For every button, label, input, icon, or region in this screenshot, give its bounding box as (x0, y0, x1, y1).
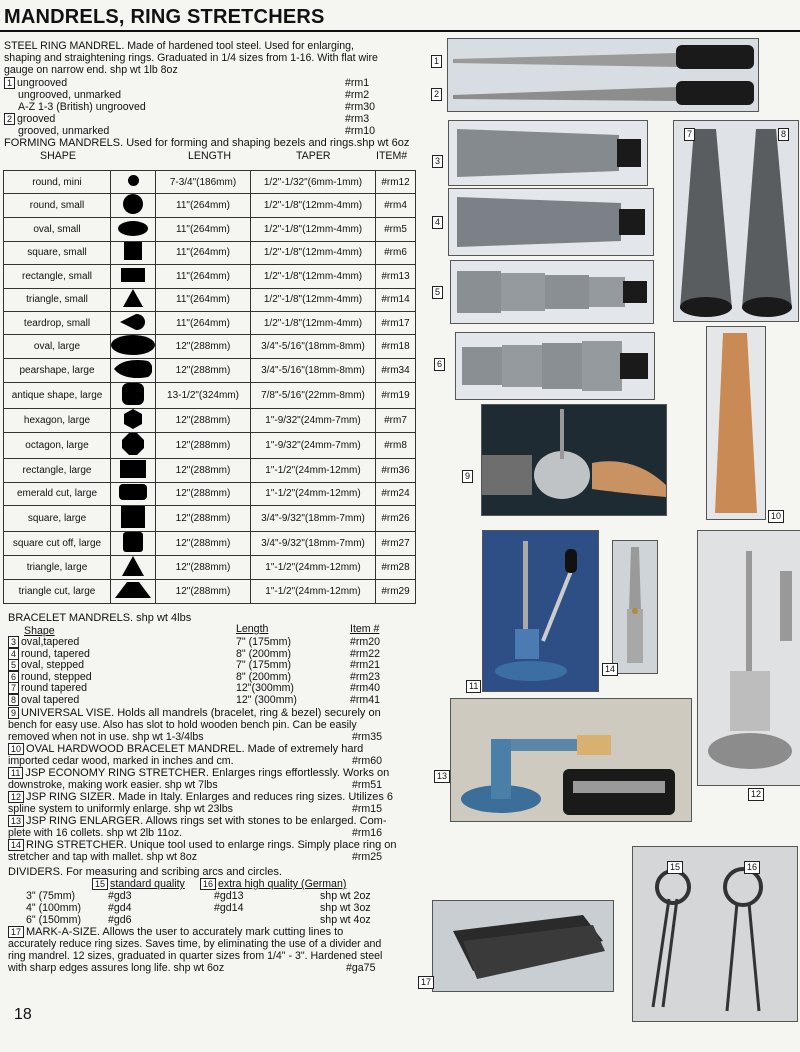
shape-profile-icon (111, 556, 156, 580)
item-number: 8 (8, 694, 19, 706)
length-cell: 11"(264mm) (156, 218, 251, 241)
taper-cell: 1"-1/2"(24mm-12mm) (251, 556, 376, 580)
divider-item-standard: #gd3 (108, 890, 132, 902)
product-text: OVAL HARDWOOD BRACELET MANDREL. Made of extremely hard (26, 743, 364, 755)
photo-label: 16 (744, 861, 760, 874)
item-number: 15 (92, 878, 108, 890)
bracelet-shape: oval,tapered (21, 636, 80, 648)
photo-hardwood-mandrel (706, 326, 766, 520)
item-cell: #rm34 (376, 359, 416, 383)
item-number: 9 (8, 707, 19, 719)
photo-steel-mandrels (447, 38, 759, 112)
taper-cell: 1/2"-1/8"(12mm-4mm) (251, 311, 376, 334)
shape-profile-icon (111, 409, 156, 433)
product-line (8, 839, 397, 851)
bracelet-row (8, 694, 79, 706)
photo-label: 6 (434, 358, 445, 371)
shape-profile-icon (111, 459, 156, 482)
item-cell: #rm12 (376, 171, 416, 194)
length-cell: 11"(264mm) (156, 288, 251, 311)
photo-label: 1 (431, 55, 442, 68)
divider-weight: shp wt 3oz (320, 902, 371, 914)
photo-label: 2 (431, 88, 442, 101)
steel-item-code: #rm10 (345, 125, 376, 137)
item-cell: #rm36 (376, 459, 416, 482)
shape-profile-icon (111, 532, 156, 556)
table-row (4, 288, 416, 311)
col-header-length: LENGTH (188, 150, 231, 162)
shape-profile-icon (111, 335, 156, 359)
divider-item-standard: #gd4 (108, 902, 132, 914)
photo-bracelet-oval-stepped (450, 260, 654, 324)
product-text: JSP RING SIZER. Made in Italy. Enlarges and reduces ring sizes. Utilizes 6 (26, 791, 394, 803)
product-text: spline system to uniformly enlarge. shp wt 23lbs (8, 803, 233, 815)
taper-cell: 1/2"-1/8"(12mm-4mm) (251, 265, 376, 288)
item-number: 5 (8, 659, 19, 671)
length-cell: 11"(264mm) (156, 265, 251, 288)
bracelet-item: #rm21 (350, 659, 381, 672)
bracelet-length: 7" (175mm) (236, 636, 291, 648)
taper-cell: 1"-1/2"(24mm-12mm) (251, 482, 376, 505)
length-cell: 7-3/4"(186mm) (156, 171, 251, 194)
taper-cell: 3/4"-5/16"(18mm-8mm) (251, 359, 376, 383)
item-cell: #rm28 (376, 556, 416, 580)
item-number: 11 (8, 767, 23, 779)
shape-profile-icon (111, 218, 156, 241)
item-number: 6 (8, 671, 19, 683)
bracelet-shape: round, stepped (21, 670, 92, 683)
table-row (4, 482, 416, 505)
taper-cell: 7/8"-5/16"(22mm-8mm) (251, 383, 376, 409)
shape-name: hexagon, large (4, 409, 111, 433)
photo-dividers (632, 846, 798, 1022)
product-item: #rm15 (352, 803, 383, 815)
item-number: 3 (8, 636, 19, 648)
shape-profile-icon (111, 506, 156, 532)
marka-item: #ga75 (346, 962, 376, 974)
shape-name: oval, small (4, 218, 111, 241)
shape-profile-icon (111, 194, 156, 218)
item-cell: #rm19 (376, 383, 416, 409)
marka-text: MARK-A-SIZE. Allows the user to accurately mark cutting lines to (26, 926, 344, 938)
shape-profile-icon (111, 482, 156, 505)
item-cell: #rm27 (376, 532, 416, 556)
product-item: #rm25 (352, 851, 383, 863)
photo-label: 17 (418, 976, 434, 989)
steel-item-code: #rm1 (345, 77, 370, 89)
product-text: removed when not in use. shp wt 1-3/4lbs (8, 731, 204, 743)
marka-line (8, 938, 381, 950)
item-cell: #rm17 (376, 311, 416, 334)
table-row (4, 409, 416, 433)
divider-weight: shp wt 2oz (320, 890, 371, 902)
photo-label: 9 (462, 470, 473, 483)
divider-size: 6" (150mm) (26, 914, 81, 926)
bracelet-length: 12" (300mm) (236, 694, 297, 706)
taper-cell: 1"-9/32"(24mm-7mm) (251, 409, 376, 433)
steel-desc-1: STEEL RING MANDREL. Made of hardened tool steel. Used for enlarging, (4, 40, 354, 52)
marka-text: ring mandrel. 12 sizes, graduated in quarter sizes from 1/4" - 3". Hardened steel (8, 950, 383, 962)
length-cell: 12"(288mm) (156, 532, 251, 556)
dividers-heading: DIVIDERS. For measuring and scribing arcs and circles. (8, 866, 282, 878)
steel-item-row: A-Z 1-3 (British) ungrooved (18, 101, 146, 113)
item-number: 12 (8, 791, 24, 803)
item-cell: #rm7 (376, 409, 416, 433)
product-line (8, 791, 393, 803)
steel-item-row: 2 grooved (4, 113, 55, 125)
taper-cell: 1/2"-1/8"(12mm-4mm) (251, 218, 376, 241)
bracelet-shape: oval, stepped (21, 659, 85, 672)
steel-item-row: grooved, unmarked (18, 125, 110, 137)
table-row (4, 218, 416, 241)
title-rule (0, 30, 800, 32)
bracelet-shape: oval tapered (21, 694, 80, 706)
steel-item-code: #rm3 (345, 113, 370, 125)
photo-ring-stretcher (612, 540, 658, 674)
forming-mandrel-table (3, 170, 416, 604)
dividers-col-b: 16 extra high quality (German) (200, 878, 346, 890)
taper-cell: 1/2"-1/8"(12mm-4mm) (251, 241, 376, 264)
table-row (4, 194, 416, 218)
photo-bracelet-12in (673, 120, 799, 322)
product-line (8, 719, 357, 731)
photo-label: 5 (432, 286, 443, 299)
divider-weight: shp wt 4oz (320, 914, 371, 926)
photo-label: 10 (768, 510, 784, 523)
product-item: #rm16 (352, 827, 383, 839)
item-number: 4 (8, 648, 19, 660)
shape-name: antique shape, large (4, 383, 111, 409)
length-cell: 12"(288mm) (156, 580, 251, 603)
product-line (8, 731, 204, 743)
table-row (4, 383, 416, 409)
bracelet-item: #rm22 (350, 647, 381, 660)
product-item: #rm51 (352, 779, 383, 791)
page-number: 18 (14, 1006, 32, 1023)
taper-cell: 1"-1/2"(24mm-12mm) (251, 580, 376, 603)
product-text: downstroke, making work easier. shp wt 7lbs (8, 779, 218, 791)
table-row (4, 433, 416, 459)
length-cell: 12"(288mm) (156, 433, 251, 459)
shape-name: teardrop, small (4, 311, 111, 334)
product-line (8, 851, 197, 863)
shape-name: round, mini (4, 171, 111, 194)
bracelet-item: #rm20 (350, 636, 381, 648)
forming-heading: FORMING MANDRELS. Used for forming and shaping bezels and rings.shp wt 6oz (4, 137, 410, 149)
table-row (4, 265, 416, 288)
item-number: 13 (8, 815, 24, 827)
shape-name: rectangle, large (4, 459, 111, 482)
shape-name: square, small (4, 241, 111, 264)
table-row (4, 580, 416, 603)
photo-label: 3 (432, 155, 443, 168)
table-row (4, 171, 416, 194)
product-text: bench for easy use. Also has slot to hold wooden bench pin. Can be easily (8, 719, 357, 731)
shape-name: square, large (4, 506, 111, 532)
steel-mandrel-illustration (448, 39, 758, 111)
shape-name: square cut off, large (4, 532, 111, 556)
item-cell: #rm18 (376, 335, 416, 359)
table-row (4, 311, 416, 334)
shape-profile-icon (111, 580, 156, 603)
taper-cell: 3/4"-9/32"(18mm-7mm) (251, 506, 376, 532)
steel-item-code: #rm30 (345, 101, 376, 113)
item-number: 14 (8, 839, 24, 851)
photo-label: 11 (466, 680, 481, 693)
photo-label: 14 (602, 663, 618, 676)
photo-label: 4 (432, 216, 443, 229)
table-row (4, 459, 416, 482)
steel-item-row: 1 ungrooved (4, 77, 67, 89)
bracelet-length: 7" (175mm) (236, 659, 291, 672)
length-cell: 11"(264mm) (156, 194, 251, 218)
shape-profile-icon (111, 383, 156, 409)
photo-label: 8 (778, 128, 789, 141)
length-cell: 13-1/2"(324mm) (156, 383, 251, 409)
bracelet-length: 8" (200mm) (236, 647, 291, 660)
product-text: stretcher and tap with mallet. shp wt 8oz (8, 851, 198, 863)
product-line (8, 707, 381, 719)
product-line (8, 743, 363, 755)
shape-name: round, small (4, 194, 111, 218)
item-number: 2 (4, 113, 15, 125)
divider-item-standard: #gd6 (108, 914, 132, 926)
product-line (8, 767, 389, 779)
product-line (8, 815, 387, 827)
shape-name: rectangle, small (4, 265, 111, 288)
length-cell: 12"(288mm) (156, 459, 251, 482)
photo-universal-vise (481, 404, 667, 516)
length-cell: 12"(288mm) (156, 506, 251, 532)
item-number: 1 (4, 77, 15, 89)
table-row (4, 359, 416, 383)
item-number: 7 (8, 682, 19, 694)
marka-text: with sharp edges assures long life. shp wt 6oz (8, 962, 225, 974)
photo-mark-a-size (432, 900, 614, 992)
shape-name: triangle, small (4, 288, 111, 311)
product-item: #rm60 (352, 755, 383, 767)
photo-ring-enlarger (450, 698, 692, 822)
bracelet-item: #rm41 (350, 694, 381, 706)
item-cell: #rm24 (376, 482, 416, 505)
product-text: plete with 16 collets. shp wt 2lb 11oz. (8, 827, 183, 839)
photo-label: 15 (667, 861, 683, 874)
divider-item-german: #gd13 (214, 890, 244, 902)
bracelet-col-length: Length (236, 623, 269, 635)
marka-text: accurately reduce ring sizes. Saves time, by eliminating the use of a divider and (8, 938, 382, 950)
product-line (8, 803, 233, 815)
divider-item-german: #gd14 (214, 902, 244, 914)
item-cell: #rm14 (376, 288, 416, 311)
marka-line (8, 950, 382, 962)
steel-desc-3: gauge on narrow end. shp wt 1lb 8oz (4, 64, 178, 76)
bracelet-row (8, 648, 90, 660)
item-cell: #rm26 (376, 506, 416, 532)
shape-name: pearshape, large (4, 359, 111, 383)
length-cell: 12"(288mm) (156, 556, 251, 580)
steel-item-row: ungrooved, unmarked (18, 89, 122, 101)
item-cell: #rm6 (376, 241, 416, 264)
bracelet-length: 12"(300mm) (236, 682, 294, 695)
length-cell: 11"(264mm) (156, 311, 251, 334)
steel-desc-2: shaping and straightening rings. Graduated in 1/4 sizes from 1-16. With flat wire (4, 52, 378, 64)
table-row (4, 506, 416, 532)
divider-size: 4" (100mm) (26, 902, 81, 914)
product-text: UNIVERSAL VISE. Holds all mandrels (bracelet, ring & bezel) securely on (21, 707, 381, 719)
marka-line (8, 962, 224, 974)
bracelet-col-item: Item # (350, 623, 380, 635)
product-text: JSP RING ENLARGER. Allows rings set with stones to be enlarged. Com- (26, 815, 387, 827)
shape-name: emerald cut, large (4, 482, 111, 505)
product-text: JSP ECONOMY RING STRETCHER. Enlarges rings effortlessly. Works on (25, 767, 390, 779)
taper-cell: 1/2"-1/8"(12mm-4mm) (251, 288, 376, 311)
steel-item-code: #rm2 (345, 89, 370, 101)
bracelet-item: #rm40 (350, 682, 381, 695)
bracelet-heading: BRACELET MANDRELS. shp wt 4lbs (8, 612, 192, 624)
photo-bracelet-round-stepped (455, 332, 655, 400)
product-line (8, 755, 234, 767)
shape-name: octagon, large (4, 433, 111, 459)
photo-label: 12 (748, 788, 764, 801)
table-row (4, 556, 416, 580)
shape-name: oval, large (4, 335, 111, 359)
table-row (4, 335, 416, 359)
table-row (4, 241, 416, 264)
page-title: MANDRELS, RING STRETCHERS (4, 6, 325, 28)
product-text: imported cedar wood, marked in inches and cm. (8, 755, 234, 767)
taper-cell: 3/4"-9/32"(18mm-7mm) (251, 532, 376, 556)
length-cell: 12"(288mm) (156, 335, 251, 359)
bracelet-shape: round, tapered (21, 647, 90, 660)
taper-cell: 1"-1/2"(24mm-12mm) (251, 459, 376, 482)
length-cell: 11"(264mm) (156, 241, 251, 264)
photo-label: 7 (684, 128, 695, 141)
photo-label: 13 (434, 770, 450, 783)
bracelet-row (8, 659, 84, 671)
item-cell: #rm13 (376, 265, 416, 288)
photo-bracelet-oval-tapered (448, 120, 648, 186)
product-item: #rm35 (352, 731, 383, 743)
taper-cell: 1/2"-1/8"(12mm-4mm) (251, 194, 376, 218)
item-number: 16 (200, 878, 216, 890)
shape-profile-icon (111, 265, 156, 288)
photo-ring-sizer (697, 530, 800, 786)
item-cell: #rm8 (376, 433, 416, 459)
shape-profile-icon (111, 171, 156, 194)
shape-name: triangle, large (4, 556, 111, 580)
item-cell: #rm4 (376, 194, 416, 218)
item-number: 17 (8, 926, 24, 938)
col-header-shape: SHAPE (40, 150, 76, 162)
col-header-taper: TAPER (296, 150, 331, 162)
product-line (8, 827, 182, 839)
shape-profile-icon (111, 359, 156, 383)
col-header-item: ITEM# (376, 150, 408, 162)
bracelet-row (8, 682, 87, 694)
bracelet-col-shape: Shape (24, 625, 55, 637)
photo-bracelet-round-tapered (448, 188, 654, 256)
taper-cell: 1/2"-1/32"(6mm-1mm) (251, 171, 376, 194)
product-text: RING STRETCHER. Unique tool used to enlarge rings. Simply place ring on (26, 839, 397, 851)
bracelet-shape: round tapered (21, 682, 87, 695)
item-cell: #rm5 (376, 218, 416, 241)
photo-economy-ring-stretcher (482, 530, 599, 692)
shape-profile-icon (111, 311, 156, 334)
dividers-col-a: 15 standard quality (92, 878, 185, 890)
bracelet-row (8, 671, 92, 683)
bracelet-item: #rm23 (350, 670, 381, 683)
shape-name: triangle cut, large (4, 580, 111, 603)
table-row (4, 532, 416, 556)
bracelet-length: 8" (200mm) (236, 670, 291, 683)
item-number: 10 (8, 743, 24, 755)
shape-profile-icon (111, 433, 156, 459)
taper-cell: 3/4"-5/16"(18mm-8mm) (251, 335, 376, 359)
product-line (8, 779, 218, 791)
bracelet-row (8, 636, 79, 648)
taper-cell: 1"-9/32"(24mm-7mm) (251, 433, 376, 459)
length-cell: 12"(288mm) (156, 409, 251, 433)
length-cell: 12"(288mm) (156, 359, 251, 383)
shape-profile-icon (111, 288, 156, 311)
item-cell: #rm29 (376, 580, 416, 603)
shape-profile-icon (111, 241, 156, 264)
divider-size: 3" (75mm) (26, 890, 76, 902)
length-cell: 12"(288mm) (156, 482, 251, 505)
marka-line (8, 926, 343, 938)
